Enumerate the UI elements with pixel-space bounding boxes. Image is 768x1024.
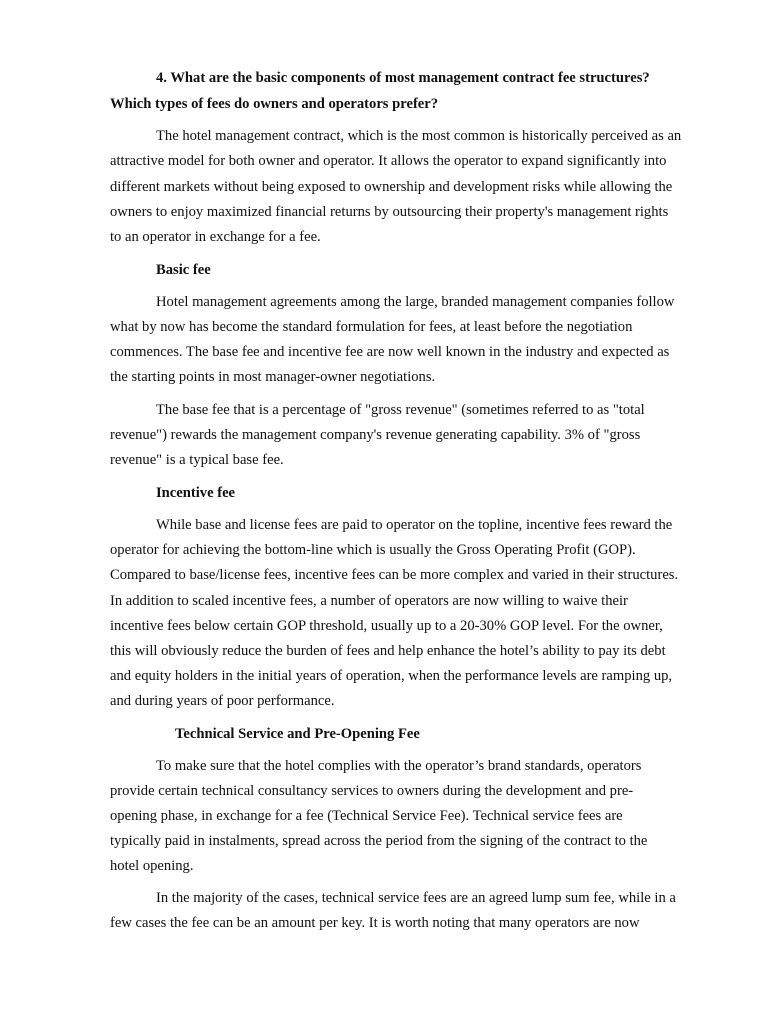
technical-service-paragraph-line: provide certain technical consultancy services to owners during the development and pre- bbox=[110, 783, 634, 799]
technical-service-paragraph-line: hotel opening. bbox=[110, 858, 194, 874]
incentive-fee-paragraph-line: operator for achieving the bottom-line which is usually the Gross Operating Profit (GOP). bbox=[110, 542, 636, 558]
intro-paragraph-line: owners to enjoy maximized financial returns by outsourcing their property's management rights bbox=[110, 204, 669, 220]
intro-paragraph-line: attractive model for both owner and operator. It allows the operator to expand significantly into bbox=[110, 153, 667, 169]
technical-service-heading: Technical Service and Pre-Opening Fee bbox=[175, 726, 420, 742]
question-heading-line-2: Which types of fees do owners and operators prefer? bbox=[110, 96, 439, 112]
incentive-fee-paragraph-line: and equity holders in the initial years of operation, when the performance levels are ramping up, bbox=[110, 668, 673, 684]
technical-service-paragraph-line: To make sure that the hotel complies with the operator’s brand standards, operators bbox=[156, 758, 642, 774]
incentive-fee-paragraph-line: and during years of poor performance. bbox=[110, 693, 335, 709]
incentive-fee-paragraph-line: this will obviously reduce the burden of fees and help enhance the hotel’s ability to pay its debt bbox=[110, 643, 666, 659]
basic-fee-paragraph-line: commences. The base fee and incentive fee are now well known in the industry and expected as bbox=[110, 344, 670, 360]
base-fee-paragraph-line: revenue") rewards the management company's revenue generating capability. 3% of "gross bbox=[110, 427, 641, 443]
base-fee-paragraph-line: revenue" is a typical base fee. bbox=[110, 452, 284, 468]
incentive-fee-paragraph-line: In addition to scaled incentive fees, a number of operators are now willing to waive their bbox=[110, 593, 628, 609]
incentive-fee-paragraph-line: Compared to base/license fees, incentive fees can be more complex and varied in their structures. bbox=[110, 567, 679, 583]
intro-paragraph-line: different markets without being exposed to ownership and development risks while allowing the bbox=[110, 179, 673, 195]
technical-service-paragraph-line: opening phase, in exchange for a fee (Technical Service Fee). Technical service fees are bbox=[110, 808, 623, 824]
base-fee-paragraph-line: The base fee that is a percentage of "gross revenue" (sometimes referred to as "total bbox=[156, 402, 645, 418]
incentive-fee-paragraph-line: incentive fees below certain GOP threshold, usually up to a 20-30% GOP level. For the owner, bbox=[110, 618, 663, 634]
incentive-fee-paragraph-line: While base and license fees are paid to operator on the topline, incentive fees reward the bbox=[156, 517, 673, 533]
lump-sum-paragraph-line: few cases the fee can be an amount per key. It is worth noting that many operators are now bbox=[110, 915, 640, 931]
lump-sum-paragraph-line: In the majority of the cases, technical service fees are an agreed lump sum fee, while in a bbox=[156, 890, 676, 906]
basic-fee-paragraph-line: what by now has become the standard formulation for fees, at least before the negotiation bbox=[110, 319, 633, 335]
basic-fee-paragraph-line: Hotel management agreements among the large, branded management companies follow bbox=[156, 294, 675, 310]
basic-fee-heading: Basic fee bbox=[156, 262, 211, 278]
intro-paragraph-line: The hotel management contract, which is the most common is historically perceived as an bbox=[156, 128, 682, 144]
basic-fee-paragraph-line: the starting points in most manager-owner negotiations. bbox=[110, 369, 436, 385]
intro-paragraph-line: to an operator in exchange for a fee. bbox=[110, 229, 321, 245]
technical-service-paragraph-line: typically paid in instalments, spread across the period from the signing of the contract to the bbox=[110, 833, 648, 849]
incentive-fee-heading: Incentive fee bbox=[156, 485, 236, 501]
question-heading-line-1: 4. What are the basic components of most management contract fee structures? bbox=[156, 70, 650, 86]
